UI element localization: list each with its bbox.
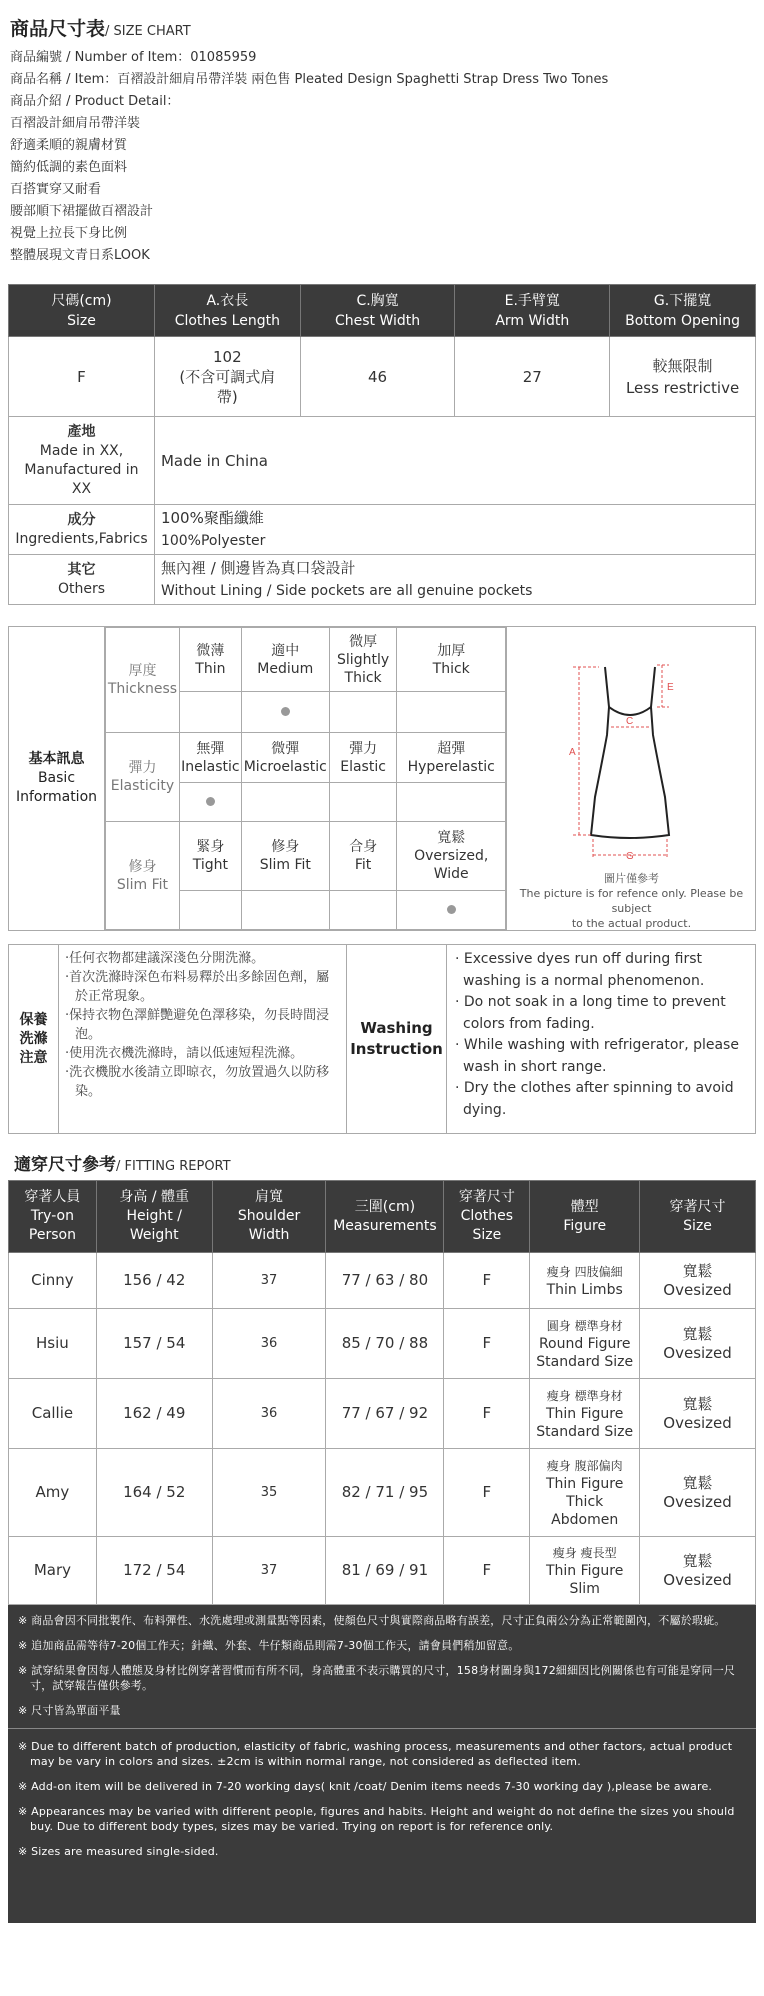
opt-text: Oversized, [414,848,489,865]
height-weight: 157 / 54 [96,1309,212,1379]
dot-cell [329,890,397,929]
note-zh: ※ 試穿結果會因每人體態及身材比例穿著習慣而有所不同，身高體重不表示購買的尺寸，158身材圖身與172細細因比例關係也有可能是穿同一尺寸，試穿報告僅供參考。 [18,1664,736,1692]
opt-text: 超彈 [437,740,466,757]
label-text: Manufactured in [24,461,139,478]
figure-zh: 圓身 標準身材 [546,1318,623,1333]
header-text: Width [248,1227,290,1243]
opt-text: Thick [432,660,470,677]
figure-zh: 瘦身 腹部偏肉 [546,1458,623,1473]
opt-text: 適中 [271,642,300,659]
header-text: Size [683,1217,712,1234]
figure-en: Abdomen [551,1511,619,1528]
washing-label-en [347,945,447,1133]
wash-item: ·首次洗滌時深色布料易釋於出多餘固色劑，屬於正常現象。 [65,970,330,1004]
thickness-category [106,628,180,733]
header-text: Person [28,1227,76,1243]
header-text: 三圍(cm) [354,1198,416,1215]
measurements: 85 / 70 / 88 [326,1309,444,1379]
person-name: Cinny [9,1253,97,1309]
dot-cell [179,692,241,733]
option-fit [329,822,397,890]
figure [530,1309,640,1379]
header-text: G.下擺寬 [653,292,712,309]
detail-line: 商品編號 / Number of Item：01085959 [10,50,257,65]
note-text: to the actual product. [571,917,692,930]
figure-zh: 瘦身 四肢偏細 [546,1264,623,1279]
detail-line: 整體展現文青日系LOOK [10,248,150,263]
figure-zh: 瘦身 標準身材 [546,1388,623,1403]
dot-cell [179,890,241,929]
detail-line: 舒適柔順的親膚材質 [10,138,128,153]
wear-size [640,1253,756,1309]
cat-text: 彈力 [128,760,157,777]
origin-label [9,417,155,505]
note-en: ※ Due to different batch of production, elasticity of fabric, washing process, measurements and other factors, actual product may be vary in colors and sizes. ±2cm is within normal range, not considered as deflected item. [18,1740,733,1768]
figure-en: Thin Figure [545,1405,624,1422]
header-text: Shoulder [237,1208,301,1224]
header-person [9,1181,97,1253]
label-text: 洗滌 [19,1030,48,1047]
detail-line: 商品名稱 / Item：百褶設計細肩吊帶洋裝 兩色售 Pleated Design Spaghetti Strap Dress Two Tones [10,72,609,87]
height-weight: 162 / 49 [96,1379,212,1449]
wear-zh: 寬鬆 [682,1394,713,1413]
figure-zh: 瘦身 瘦長型 [552,1545,617,1560]
label-text: Instruction [350,1040,443,1058]
others-label [9,555,155,605]
note-en: ※ Appearances may be varied with different people, figures and habits. Height and weight do not define the sizes you should buy. Due to different body types, sizes may be varied. Trying on report is for reference only. [18,1805,735,1833]
cat-text: 厚度 [128,663,157,680]
washing-label-zh [9,945,59,1133]
note-en: ※ Add-on item will be delivered in 7-20 working days( knit /coat/ Denim items needs 7-30 working day ),please be aware. [18,1780,713,1793]
person-name: Amy [9,1449,97,1537]
shoulder-width: 35 [212,1449,326,1537]
figure-en: Thin Figure [545,1475,624,1492]
size-value: F [9,337,155,417]
label-text: Others [57,580,105,597]
option-oversized [397,822,506,890]
dot-cell [397,783,506,822]
wear-size [640,1309,756,1379]
bottom-zh: 較無限制 [652,356,713,375]
opt-text: Thin [195,660,226,677]
basic-info-label [9,627,105,930]
measurements: 77 / 63 / 80 [326,1253,444,1309]
note-zh: ※ 追加商品需等待7-20個工作天；針織、外套、牛仔類商品則需7-30個工作天，請會員們稍加留意。 [18,1639,520,1652]
thickness-options-row [106,628,506,692]
dot-cell [397,890,506,929]
opt-text: Microelastic [243,758,327,775]
label-text: 其它 [67,561,96,578]
note-zh: ※ 尺寸皆為單面平量 [18,1704,121,1717]
figure [530,1537,640,1605]
header-text: 尺碼(cm) [51,292,112,309]
chest-value: 46 [300,337,455,417]
label-text: Made in XX, [39,442,124,459]
wear-size [640,1379,756,1449]
figure-en: Thin Limbs [546,1281,623,1298]
header-text: C.胸寬 [356,292,399,309]
opt-text: 加厚 [437,642,466,659]
label-text: 注意 [19,1049,48,1066]
wear-zh: 寬鬆 [682,1261,713,1280]
opt-text: Fit [354,857,372,874]
label-text: Ingredients,Fabrics [15,530,148,547]
wash-item: ·任何衣物都建議深淺色分開洗滌。 [65,951,265,966]
opt-text: Inelastic [181,758,240,775]
selected-dot [206,797,215,806]
option-slightly-thick [329,628,397,692]
fit-row [9,1253,756,1309]
notes-divider [8,1728,756,1729]
size-chart-header [10,14,754,267]
wash-item: · Do not soak in a long time to prevent colors from fading. [455,994,726,1032]
shoulder-width: 36 [212,1379,326,1449]
figure-en: Slim [569,1580,600,1597]
wash-item: ·使用洗衣機洗滌時，請以低速短程洗滌。 [65,1046,304,1061]
option-hyperelastic [397,733,506,783]
header-text: 身高 / 體重 [119,1189,190,1205]
header-text: Arm Width [495,312,570,329]
figure [530,1449,640,1537]
option-inelastic [179,733,241,783]
header-text: Figure [563,1217,607,1234]
opt-text: Wide [433,866,469,883]
measurements: 77 / 67 / 92 [326,1379,444,1449]
others-row [9,555,756,605]
header-text: Bottom Opening [625,312,740,329]
figure-en: Standard Size [536,1423,634,1440]
elasticity-category [106,733,180,822]
cat-text: Slim Fit [116,876,169,893]
figure [530,1253,640,1309]
diagram-label-c: C [626,716,634,727]
wear-en: Ovesized [663,1413,732,1432]
header-text: Height / [126,1208,182,1224]
label-text: 基本訊息 [28,751,85,767]
detail-line: 百搭實穿又耐看 [10,182,102,197]
header-arm [455,285,610,337]
cat-text: Elasticity [110,778,175,795]
header-size [9,285,155,337]
fitting-table [8,1180,756,1605]
opt-text: Slightly [337,651,390,668]
clothes-size: F [444,1537,530,1605]
header-text: 穿著尺寸 [458,1189,515,1205]
bottom-value [610,337,756,417]
label-text: Washing [360,1019,433,1037]
header-bottom [610,285,756,337]
size-row [9,337,756,417]
figure-en: Round Figure [538,1335,631,1352]
dot-cell [179,783,241,822]
dot-cell [329,783,397,822]
shoulder-width: 37 [212,1253,326,1309]
wear-en: Ovesized [663,1570,732,1589]
wear-zh: 寬鬆 [682,1324,713,1343]
arm-value: 27 [455,337,610,417]
cat-text: Thickness [107,681,178,698]
header-text: Size [67,312,96,329]
length-value [154,337,300,417]
wash-item: · Dry the clothes after spinning to avoid dying. [455,1080,734,1118]
label-text: 產地 [67,423,96,440]
person-name: Hsiu [9,1309,97,1379]
title-en: / SIZE CHART [105,24,191,39]
header-clothes-size [444,1181,530,1253]
origin-value: Made in China [154,417,755,505]
opt-text: 微薄 [196,642,225,659]
clothes-size: F [444,1309,530,1379]
title-zh: 商品尺寸表 [10,18,106,40]
elasticity-options-row [106,733,506,783]
opt-text: 緊身 [196,839,225,856]
header-text: Measurements [333,1217,437,1234]
detail-line: 簡約低調的素色面料 [10,160,128,175]
fitting-report-title [14,1150,231,1175]
wear-en: Ovesized [663,1280,732,1299]
origin-row [9,417,756,505]
header-text: 穿著人員 [24,1189,81,1205]
wear-en: Ovesized [663,1343,732,1362]
label-text: Information [15,789,98,805]
diagram-label-e: E [667,682,674,693]
dot-cell [329,692,397,733]
picture-note [507,871,756,931]
washing-instructions [8,944,756,1134]
note-zh: ※ 商品會因不同批製作、布料彈性、水洗處理或測量點等因素，使顏色尺寸與實際商品略有誤差，尺寸正負兩公分為正常範圍內，不屬於瑕疵。 [18,1614,726,1627]
length-line: 102 [213,347,242,366]
length-line: (不含可調式肩 [179,367,276,386]
attribute-grid [105,627,506,930]
wear-size [640,1537,756,1605]
wear-en: Ovesized [663,1492,732,1511]
note-text: 圖片僅參考 [604,872,659,885]
wash-item: · Excessive dyes run off during first washing is a normal phenomenon. [455,951,705,989]
fabric-value [154,505,755,555]
label-text: Basic [37,770,76,786]
wear-zh: 寬鬆 [682,1473,713,1492]
option-slim-fit [241,822,329,890]
header-text: 體型 [570,1198,599,1215]
fit-options-row [106,822,506,890]
figure-en: Standard Size [536,1353,634,1370]
detail-line: 視覺上拉長下身比例 [10,226,128,241]
others-value [154,555,755,605]
header-shoulder [212,1181,326,1253]
cat-text: 修身 [128,858,157,875]
length-line: 帶) [216,387,238,406]
selected-dot [447,905,456,914]
bottom-en: Less restrictive [625,378,740,397]
fit-row [9,1537,756,1605]
shoulder-width: 37 [212,1537,326,1605]
fit-header-row [9,1181,756,1253]
fit-row [9,1309,756,1379]
option-elastic [329,733,397,783]
option-microelastic [241,733,329,783]
measurements: 82 / 71 / 95 [326,1449,444,1537]
header-text: 穿著尺寸 [669,1198,726,1215]
note-text: The picture is for refence only. Please be subject [519,887,744,915]
person-name: Callie [9,1379,97,1449]
opt-text: 微厚 [349,633,378,650]
dot-cell [397,692,506,733]
basic-information [8,626,756,931]
fabric-zh: 100%聚酯纖維 [160,509,264,527]
diagram-label-a: A [569,747,576,758]
header-text: E.手臂寬 [504,292,560,309]
header-measurements [326,1181,444,1253]
dot-cell [241,692,329,733]
wash-item: ·洗衣機脫水後請立即晾衣，勿放置過久以防移染。 [65,1065,330,1099]
opt-text: Hyperelastic [407,758,495,775]
notes-panel [8,1605,756,1923]
figure [530,1379,640,1449]
opt-text: 彈力 [349,740,378,757]
washing-items-en [447,945,755,1133]
option-tight [179,822,241,890]
header-chest [300,285,455,337]
diagram-label-g: G [626,851,634,862]
detail-line: 商品介紹 / Product Detail： [10,94,180,109]
header-text: Chest Width [334,312,421,329]
option-medium [241,628,329,692]
opt-text: 合身 [349,839,378,856]
opt-text: 無彈 [196,740,225,757]
dress-diagram [507,627,756,867]
option-thin [179,628,241,692]
wash-item: ·保持衣物色澤鮮艷避免色澤移染，勿長時間浸泡。 [65,1008,330,1042]
wear-size [640,1449,756,1537]
label-text: XX [71,480,92,497]
opt-text: 修身 [271,839,300,856]
opt-text: Thick [344,669,382,686]
header-text: 肩寬 [255,1189,284,1205]
measurement-diagram [506,627,755,930]
wear-zh: 寬鬆 [682,1551,713,1570]
label-text: 成分 [67,511,96,528]
dot-cell [241,890,329,929]
fit-row [9,1449,756,1537]
page-title [10,14,754,41]
fabric-row [9,505,756,555]
header-height-weight [96,1181,212,1253]
product-detail-lines [10,47,754,267]
note-en: ※ Sizes are measured single-sided. [18,1845,219,1858]
option-thick [397,628,506,692]
header-figure [530,1181,640,1253]
opt-text: Tight [192,857,228,874]
header-text: Weight [129,1227,179,1243]
height-weight: 164 / 52 [96,1449,212,1537]
header-text: Clothes [460,1208,514,1224]
header-text: Clothes Length [174,312,280,329]
header-size [640,1181,756,1253]
opt-text: 微彈 [271,740,300,757]
detail-line: 百褶設計細肩吊帶洋裝 [10,116,141,131]
header-text: A.衣長 [206,292,249,309]
person-name: Mary [9,1537,97,1605]
opt-text: 寬鬆 [437,830,466,847]
fit-row [9,1379,756,1449]
figure-en: Thick [566,1493,604,1510]
fabric-label [9,505,155,555]
shoulder-width: 36 [212,1309,326,1379]
dot-cell [241,783,329,822]
label-text: 保養 [19,1011,48,1028]
height-weight: 172 / 54 [96,1537,212,1605]
clothes-size: F [444,1449,530,1537]
fit-title-en: / FITTING REPORT [116,1159,231,1174]
opt-text: Slim Fit [259,857,311,874]
header-text: Size [472,1227,502,1243]
figure-en: Thin Figure [545,1562,624,1579]
detail-line: 腰部順下裙擺做百褶設計 [10,204,154,219]
height-weight: 156 / 42 [96,1253,212,1309]
others-en: Without Lining / Side pockets are all genuine pockets [160,583,533,599]
wash-item: · While washing with refrigerator, please wash in short range. [455,1037,739,1075]
fit-title-zh: 適穿尺寸參考 [14,1155,116,1175]
others-zh: 無內裡 / 側邊皆為真口袋設計 [160,559,356,577]
fabric-en: 100%Polyester [160,533,266,549]
washing-items-zh [59,945,347,1133]
measurements: 81 / 69 / 91 [326,1537,444,1605]
opt-text: Elastic [340,758,386,775]
size-table [8,284,756,605]
size-table-header-row [9,285,756,337]
header-length [154,285,300,337]
fit-category [106,822,180,930]
clothes-size: F [444,1253,530,1309]
opt-text: Medium [257,660,314,677]
clothes-size: F [444,1379,530,1449]
header-text: Try-on [30,1208,74,1224]
selected-dot [281,707,290,716]
